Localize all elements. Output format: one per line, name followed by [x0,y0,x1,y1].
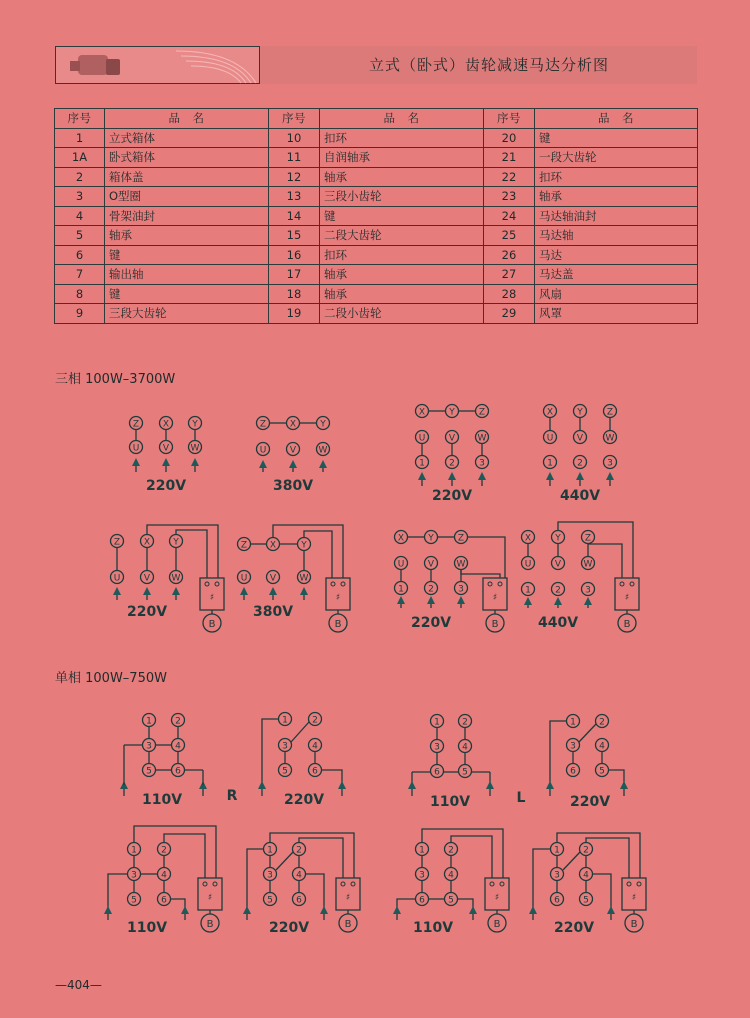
wire [304,531,332,578]
terminal-label: Z [240,540,248,551]
terminal-label: 1 [146,716,152,727]
terminal-label: 2 [449,458,455,469]
terminal-label: 2 [462,717,468,728]
terminal-label: Z [132,419,140,430]
brake-contact [637,882,641,886]
terminal-label: 2 [175,716,181,727]
voltage-label: 220V [268,920,310,936]
terminal-label: 1 [570,717,576,728]
part-name: 键 [535,128,698,148]
wire [609,770,624,785]
part-name: 轴承 [320,167,484,187]
wire [458,899,473,910]
voltage-label: 220V [553,920,595,936]
terminal-label: 6 [296,895,302,906]
brake-symbol: ♯ [207,893,213,903]
part-number: 26 [484,245,535,265]
direction-label: L [516,790,526,806]
arrow-icon [104,906,112,914]
brake-contact [341,882,345,886]
terminal-label: X [289,419,297,430]
terminal-label: 6 [554,895,560,906]
wire [291,722,309,742]
terminal-label: 4 [296,870,302,881]
terminal-label: Z [606,407,614,418]
part-name: 马达轴 [535,226,698,246]
terminal-label: X [162,419,170,430]
voltage-label: 110V [141,792,183,808]
terminal-label: V [269,573,277,584]
arrow-icon [393,906,401,914]
part-name: 键 [105,245,269,265]
part-number: 20 [484,128,535,148]
brake-symbol: ♯ [494,893,500,903]
part-name: 三段小齿轮 [320,187,484,207]
terminal-label: U [240,573,248,584]
terminal-label: V [427,559,435,570]
arrow-icon [478,472,486,480]
wire [322,770,342,785]
terminal-label: W [583,559,593,570]
wire [270,833,354,878]
terminal-label: Z [113,537,121,548]
terminal-label: 1 [398,584,404,595]
terminal-label: X [418,407,426,418]
part-name: 马达轴油封 [535,206,698,226]
voltage-label: 440V [537,615,579,631]
arrow-icon [289,460,297,468]
voltage-label: 380V [252,604,294,620]
arrow-icon [529,906,537,914]
brake-label: B [344,919,352,930]
wire [247,849,263,910]
part-name: 二段大齿轮 [320,226,484,246]
terminal-label: 2 [428,584,434,595]
terminal-label: U [259,445,267,456]
terminal-label: 3 [131,870,137,881]
brake-symbol: ♯ [335,593,341,603]
part-number: 3 [55,187,105,207]
brake-symbol: ♯ [209,593,215,603]
arrow-icon [546,781,554,789]
wire [588,544,622,578]
wire [306,874,324,910]
brake-label: B [208,619,216,630]
terminal-label: 2 [599,717,605,728]
brake-contact [630,582,634,586]
arrow-icon [620,781,628,789]
terminal-label: 2 [296,845,302,856]
part-number: 6 [55,245,105,265]
arrow-icon [269,587,277,595]
arrow-icon [524,597,532,605]
brake-contact [627,882,631,886]
terminal-label: 5 [131,895,137,906]
terminal-label: 2 [555,585,561,596]
wire [579,724,596,742]
part-number: 28 [484,284,535,304]
terminal-label: 3 [434,742,440,753]
voltage-label: 220V [431,488,473,504]
wire [171,899,185,910]
terminal-label: 4 [462,742,468,753]
terminal-label: 5 [583,895,589,906]
column-header: 序号 [269,109,320,129]
part-number: 24 [484,206,535,226]
part-name: 骨架油封 [105,206,269,226]
brake-label: B [493,919,501,930]
terminal-label: V [554,559,562,570]
wire [533,849,550,910]
arrow-icon [240,587,248,595]
part-number: 14 [269,206,320,226]
terminal-label: 2 [448,845,454,856]
terminal-label: 5 [282,766,288,777]
terminal-label: 3 [458,584,464,595]
part-number: 13 [269,187,320,207]
terminal-label: 6 [419,895,425,906]
page-title: 立式（卧式）齿轮减速马达分析图 [368,56,609,74]
arrow-icon [427,596,435,604]
voltage-label: 110V [126,920,168,936]
terminal-label: V [576,433,584,444]
terminal-label: U [418,433,426,444]
wire [468,537,505,578]
part-number: 25 [484,226,535,246]
brake-contact [203,882,207,886]
part-number: 1A [55,148,105,168]
brake-contact [351,882,355,886]
terminal-label: 6 [312,766,318,777]
terminal-label: Y [428,533,434,544]
brake-label: B [630,919,638,930]
terminal-label: Y [301,540,307,551]
wire [397,899,415,910]
part-name: 卧式箱体 [105,148,269,168]
page-number: —404— [55,978,102,992]
column-header: 品 名 [320,109,484,129]
terminal-label: 5 [267,895,273,906]
terminal-label: Y [449,407,455,418]
terminal-label: Y [555,533,561,544]
terminal-label: 1 [131,845,137,856]
part-name: 轴承 [535,187,698,207]
terminal-label: 1 [419,845,425,856]
voltage-label: 220V [410,615,452,631]
brake-contact [488,582,492,586]
part-number: 4 [55,206,105,226]
terminal-label: U [524,559,532,570]
terminal-label: 5 [462,767,468,778]
column-header: 序号 [484,109,535,129]
terminal-label: 5 [146,766,152,777]
terminal-label: 4 [599,741,605,752]
terminal-label: 6 [434,767,440,778]
arrow-icon [320,906,328,914]
part-name: 扣环 [320,245,484,265]
part-number: 29 [484,304,535,324]
part-name: 立式箱体 [105,128,269,148]
part-number: 10 [269,128,320,148]
arrow-icon [300,587,308,595]
terminal-label: 5 [448,895,454,906]
part-name: 二段小齿轮 [320,304,484,324]
terminal-label: 3 [554,870,560,881]
terminal-label: X [524,533,532,544]
part-name: 一段大齿轮 [535,148,698,168]
brake-label: B [491,619,499,630]
terminal-label: 3 [267,870,273,881]
terminal-label: X [546,407,554,418]
terminal-label: Y [577,407,583,418]
terminal-label: W [299,573,309,584]
terminal-label: 2 [312,715,318,726]
terminal-label: Y [173,537,179,548]
part-name: 三段大齿轮 [105,304,269,324]
column-header: 序号 [55,109,105,129]
terminal-label: 1 [554,845,560,856]
terminal-label: W [605,433,615,444]
arrow-icon [319,460,327,468]
part-number: 7 [55,265,105,285]
part-number: 2 [55,167,105,187]
part-name: 输出轴 [105,265,269,285]
terminal-label: Z [478,407,486,418]
part-number: 9 [55,304,105,324]
part-name: 风罩 [535,304,698,324]
part-name: 轴承 [320,284,484,304]
terminal-label: 3 [282,741,288,752]
part-number: 19 [269,304,320,324]
arrow-icon [181,906,189,914]
terminal-label: V [143,573,151,584]
part-number: 22 [484,167,535,187]
part-name: 轴承 [320,265,484,285]
arrow-icon [607,906,615,914]
voltage-label: 380V [272,478,314,494]
brake-contact [331,582,335,586]
arrow-icon [259,460,267,468]
arrow-icon [546,472,554,480]
wire [108,874,127,910]
terminal-label: W [456,559,466,570]
terminal-label: 4 [175,741,181,752]
terminal-label: 1 [525,585,531,596]
arrow-icon [191,458,199,466]
terminal-label: W [318,445,328,456]
part-name: 键 [105,284,269,304]
voltage-label: 220V [145,478,187,494]
arrow-icon [243,906,251,914]
terminal-label: 2 [161,845,167,856]
part-number: 15 [269,226,320,246]
terminal-label: 1 [419,458,425,469]
arrow-icon [143,587,151,595]
part-name: 自润轴承 [320,148,484,168]
brake-symbol: ♯ [631,893,637,903]
terminal-label: W [171,573,181,584]
arrow-icon [584,597,592,605]
voltage-label: 440V [559,488,601,504]
terminal-label: Y [320,419,326,430]
terminal-label: X [143,537,151,548]
terminal-label: W [190,443,200,454]
terminal-label: 3 [607,458,613,469]
brake-label: B [623,619,631,630]
single-phase-title: 单相 100W–750W [55,671,167,686]
terminal-label: V [162,443,170,454]
part-number: 11 [269,148,320,168]
direction-label: R [226,788,238,804]
terminal-label: 4 [312,741,318,752]
part-name: 扣环 [535,167,698,187]
wire [276,852,293,870]
arrow-icon [132,458,140,466]
arrow-icon [576,472,584,480]
brake-symbol: ♯ [492,593,498,603]
arrow-icon [258,781,266,789]
terminal-label: 2 [577,458,583,469]
part-number: 1 [55,128,105,148]
brake-label: B [206,919,214,930]
terminal-label: U [546,433,554,444]
terminal-label: V [289,445,297,456]
brake-contact [215,582,219,586]
terminal-label: Y [192,419,198,430]
part-number: 17 [269,265,320,285]
arrow-icon [397,596,405,604]
arrow-icon [457,596,465,604]
voltage-label: 110V [412,920,454,936]
brake-contact [490,882,494,886]
wire [593,874,611,910]
terminal-label: U [132,443,140,454]
part-number: 27 [484,265,535,285]
voltage-label: 220V [126,604,168,620]
brake-contact [213,882,217,886]
arrow-icon [486,781,494,789]
part-number: 21 [484,148,535,168]
brake-contact [341,582,345,586]
terminal-label: 1 [282,715,288,726]
part-number: 16 [269,245,320,265]
arrow-icon [469,906,477,914]
arrow-icon [448,472,456,480]
wire [461,570,500,578]
arrow-icon [113,587,121,595]
terminal-label: 6 [175,766,181,777]
part-name: 键 [320,206,484,226]
part-name: 轴承 [105,226,269,246]
terminal-label: X [269,540,277,551]
terminal-label: Z [457,533,465,544]
arrow-icon [172,587,180,595]
part-number: 12 [269,167,320,187]
terminal-label: 3 [146,741,152,752]
part-name: 马达 [535,245,698,265]
terminal-label: 2 [583,845,589,856]
column-header: 品 名 [105,109,269,129]
three-phase-title: 三相 100W–3700W [55,372,176,387]
arrow-icon [162,458,170,466]
part-number: 18 [269,284,320,304]
terminal-label: 4 [161,870,167,881]
terminal-label: 3 [419,870,425,881]
part-number: 5 [55,226,105,246]
arrow-icon [418,472,426,480]
voltage-label: 220V [283,792,325,808]
wire [557,833,640,878]
wire [563,852,580,870]
terminal-label: 4 [583,870,589,881]
terminal-label: W [477,433,487,444]
brake-contact [620,582,624,586]
arrow-icon [408,781,416,789]
wire [550,721,566,785]
terminal-label: 6 [161,895,167,906]
brake-label: B [334,619,342,630]
brake-symbol: ♯ [624,593,630,603]
terminal-label: 3 [479,458,485,469]
column-header: 品 名 [535,109,698,129]
part-name: 风扇 [535,284,698,304]
terminal-label: X [397,533,405,544]
terminal-label: V [448,433,456,444]
arrow-icon [606,472,614,480]
brake-symbol: ♯ [345,893,351,903]
terminal-label: 5 [599,766,605,777]
part-name: O型圈 [105,187,269,207]
voltage-label: 110V [429,794,471,810]
part-name: 马达盖 [535,265,698,285]
arrow-icon [338,781,346,789]
terminal-label: 1 [267,845,273,856]
part-name: 箱体盖 [105,167,269,187]
terminal-label: U [113,573,121,584]
brake-contact [500,882,504,886]
terminal-label: U [397,559,405,570]
brake-contact [205,582,209,586]
terminal-label: Z [259,419,267,430]
terminal-label: 6 [570,766,576,777]
part-number: 23 [484,187,535,207]
part-name: 扣环 [320,128,484,148]
voltage-label: 220V [569,794,611,810]
terminal-label: Z [584,533,592,544]
terminal-label: 3 [585,585,591,596]
part-number: 8 [55,284,105,304]
arrow-icon [554,597,562,605]
wire [262,719,278,785]
terminal-label: 3 [570,741,576,752]
terminal-label: 1 [434,717,440,728]
terminal-label: 1 [547,458,553,469]
terminal-label: 4 [448,870,454,881]
brake-contact [498,582,502,586]
